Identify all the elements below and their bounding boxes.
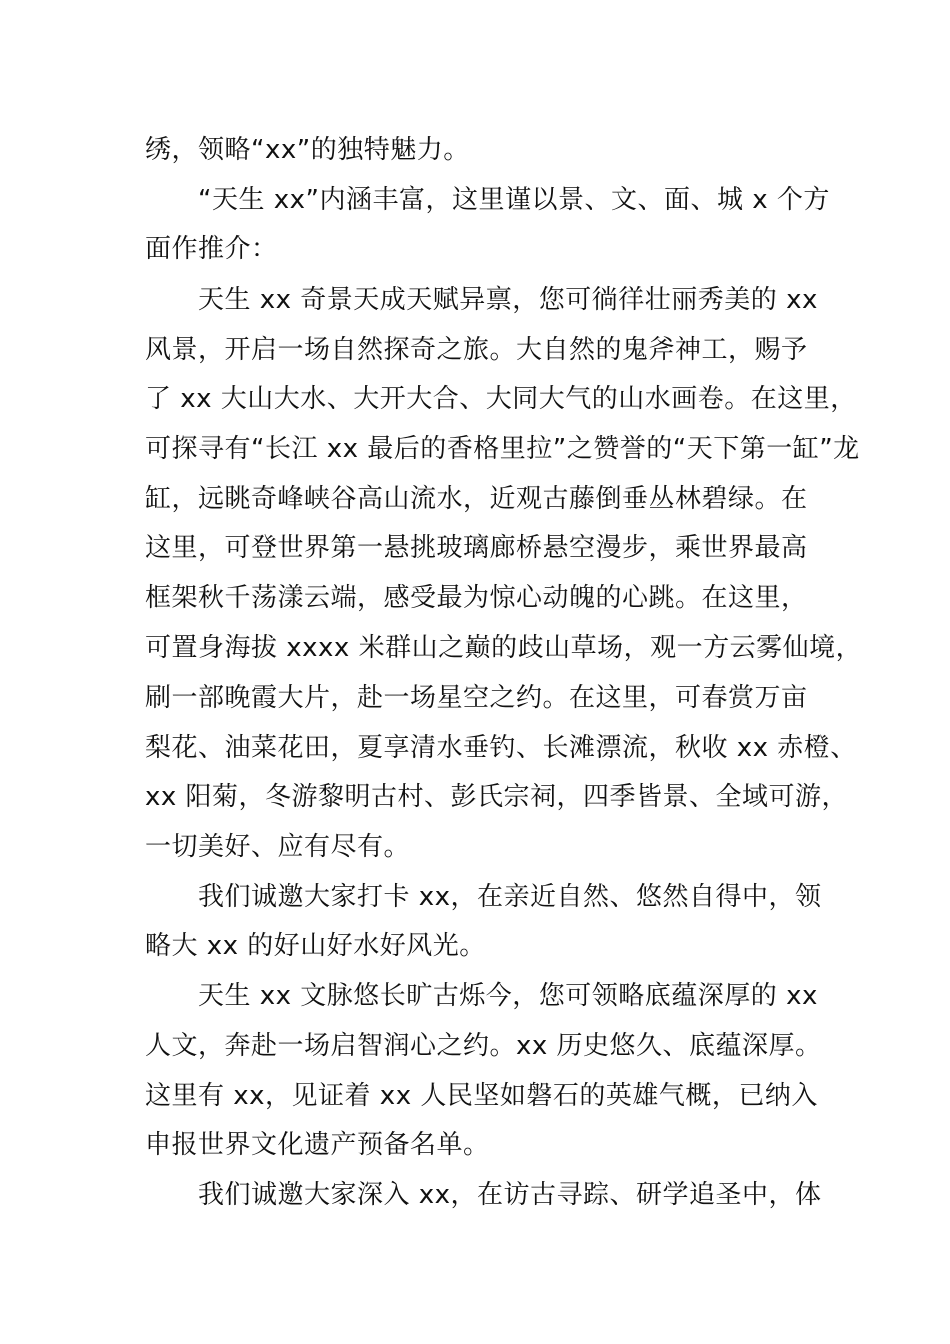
text-line: 一切美好、应有尽有。 bbox=[145, 832, 411, 862]
text-line: 这里，可登世界第一悬挑玻璃廊桥悬空漫步，乘世界最高 bbox=[145, 533, 808, 563]
text-line: 略大 xx 的好山好水好风光。 bbox=[145, 931, 486, 961]
text-line: “天生 xx”内涵丰富，这里谨以景、文、面、城 x 个方 bbox=[145, 185, 830, 215]
text-line: 我们诚邀大家打卡 xx，在亲近自然、悠然自得中，领 bbox=[145, 882, 822, 912]
text-line: 这里有 xx，见证着 xx 人民坚如磐石的英雄气概，已纳入 bbox=[145, 1081, 818, 1111]
text-line: 缸，远眺奇峰峡谷高山流水，近观古藤倒垂丛林碧绿。在 bbox=[145, 484, 808, 514]
text-line: 申报世界文化遗产预备名单。 bbox=[145, 1130, 490, 1160]
text-line: 梨花、油菜花田，夏享清水垂钓、长滩漂流，秋收 xx 赤橙、 bbox=[145, 733, 857, 763]
text-line: 天生 xx 奇景天成天赋异禀，您可徜徉壮丽秀美的 xx bbox=[145, 285, 818, 315]
text-line: 可探寻有“长江 xx 最后的香格里拉”之赞誉的“天下第一缸”龙 bbox=[145, 434, 860, 464]
text-line: xx 阳菊，冬游黎明古村、彭氏宗祠，四季皆景、全域可游， bbox=[145, 782, 849, 812]
text-line: 了 xx 大山大水、大开大合、大同大气的山水画卷。在这里， bbox=[145, 384, 857, 414]
text-line: 刷一部晚霞大片，赴一场星空之约。在这里，可春赏万亩 bbox=[145, 683, 808, 713]
text-line: 框架秋千荡漾云端，感受最为惊心动魄的心跳。在这里， bbox=[145, 583, 808, 613]
text-line: 绣，领略“xx”的独特魅力。 bbox=[145, 135, 470, 165]
text-line: 人文，奔赴一场启智润心之约。xx 历史悠久、底蕴深厚。 bbox=[145, 1031, 822, 1061]
text-line: 面作推介： bbox=[145, 234, 278, 264]
text-line: 天生 xx 文脉悠长旷古烁今，您可领略底蕴深厚的 xx bbox=[145, 981, 818, 1011]
text-line: 可置身海拔 xxxx 米群山之巅的歧山草场，观一方云雾仙境， bbox=[145, 633, 863, 663]
text-line: 我们诚邀大家深入 xx，在访古寻踪、研学追圣中，体 bbox=[145, 1180, 822, 1210]
text-line: 风景，开启一场自然探奇之旅。大自然的鬼斧神工，赐予 bbox=[145, 335, 808, 365]
